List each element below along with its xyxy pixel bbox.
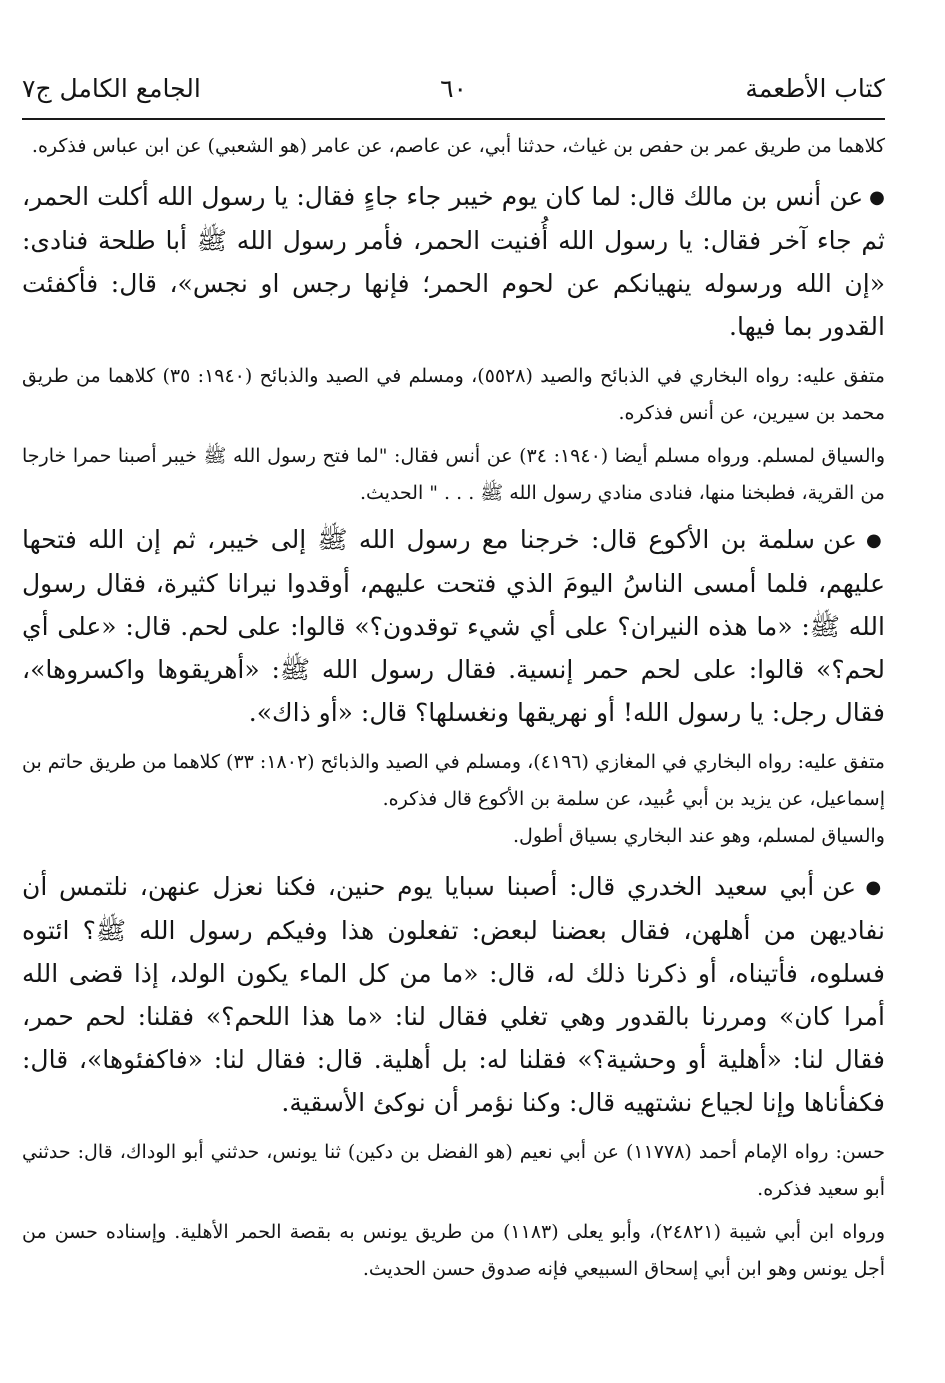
hadith-paragraph: ● عن أنس بن مالك قال: لما كان يوم خيبر جاء جاءٍ فقال: يا رسول الله أكلت الحمر، ثم جاء آخر فقال: يا رسول الله أُفنيت الحمر، فأمر رسول الله ﷺ أبا طلحة فنادى: «إن الله ورسوله ينهيانكم عن لحوم الحمر؛ فإنها رجس او نجس»، قال: فأكفئت القدور بما فيها. xyxy=(22,175,885,348)
book-title: الجامع الكامل ج٧ xyxy=(22,74,201,103)
page-header xyxy=(22,74,885,118)
footnote-paragraph: متفق عليه: رواه البخاري في المغازي (٤١٩٦)، ومسلم في الصيد والذبائح (١٨٠٢: ٣٣) كلاهما من طريق حاتم بن إسماعيل، عن يزيد بن أبي عُبيد، عن سلمة بن الأكوع قال فذكره. xyxy=(22,751,885,810)
footnote-paragraph: والسياق لمسلم، وهو عند البخاري بسياق أطول. xyxy=(512,825,885,847)
footnote-paragraph: حسن: رواه الإمام أحمد (١١٧٧٨) عن أبي نعيم (هو الفضل بن دكين) ثنا يونس، حدثني أبو الوداك، قال: حدثني أبو سعيد فذكره. xyxy=(22,1141,886,1200)
footnote-paragraph: متفق عليه: رواه البخاري في الذبائح والصيد (٥٥٢٨)، ومسلم في الصيد والذبائح (١٩٤٠: ٣٥) كلاهما من طريق محمد بن سيرين، عن أنس فذكره. xyxy=(22,365,885,424)
page-body xyxy=(22,128,885,1288)
chapter-title: كتاب الأطعمة xyxy=(745,74,885,103)
header-rule xyxy=(22,118,885,120)
hadith-paragraph: ● عن سلمة بن الأكوع قال: خرجنا مع رسول الله ﷺ إلى خيبر، ثم إن الله فتحها عليهم، فلما أمسى الناسُ اليومَ الذي فتحت عليهم، أوقدوا نيرانا كثيرة، فقال رسول الله ﷺ: «ما هذه النيران؟ على أي شيء توقدون؟» قالوا: على لحم. قال: «على أي لحم؟» قالوا: على لحم حمر إنسية. فقال رسول الله ﷺ: «أهريقوها واكسروها»، فقال رجل: يا رسول الله! أو نهريقها ونغسلها؟ قال: «أو ذاك». xyxy=(22,518,885,734)
page-number: ٦٠ xyxy=(440,74,467,103)
footnote-paragraph: والسياق لمسلم. ورواه مسلم أيضا (١٩٤٠: ٣٤) عن أنس فقال: "لما فتح رسول الله ﷺ خيبر أصبنا حمرا خارجا من القرية، فطبخنا منها، فنادى منادي رسول الله ﷺ . . . " الحديث. xyxy=(22,445,885,504)
footnote-paragraph: ورواه ابن أبي شيبة (٢٤٨٢١)، وأبو يعلى (١١٨٣) من طريق يونس به بقصة الحمر الأهلية. وإسناده حسن من أجل يونس وهو ابن أبي إسحاق السبيعي فإنه صدوق حسن الحديث. xyxy=(22,1221,886,1280)
footnote-paragraph: كلاهما من طريق عمر بن حفص بن غياث، حدثنا أبي، عن عاصم، عن عامر (هو الشعبي) عن ابن عباس فذكره. xyxy=(31,135,885,157)
hadith-paragraph: ● عن أبي سعيد الخدري قال: أصبنا سبايا يوم حنين، فكنا نعزل عنهن، نلتمس أن نفاديهن من أهلهن، فقال بعضنا لبعض: تفعلون هذا وفيكم رسول الله ﷺ؟ ائتوه فسلوه، فأتيناه، أو ذكرنا ذلك له، قال: «ما من كل الماء يكون الولد، إذا قضى الله أمرا كان» ومررنا بالقدور وهي تغلي فقال لنا: «ما هذا اللحم؟» فقلنا: لحم حمر، فقال لنا: «أهلية أو وحشية؟» فقلنا له: بل أهلية. قال: فقال لنا: «فاكفئوها»، قال: فكفأناها وإنا لجياع نشتهيه قال: وكنا نؤمر أن نوكئ الأسقية. xyxy=(22,865,885,1124)
